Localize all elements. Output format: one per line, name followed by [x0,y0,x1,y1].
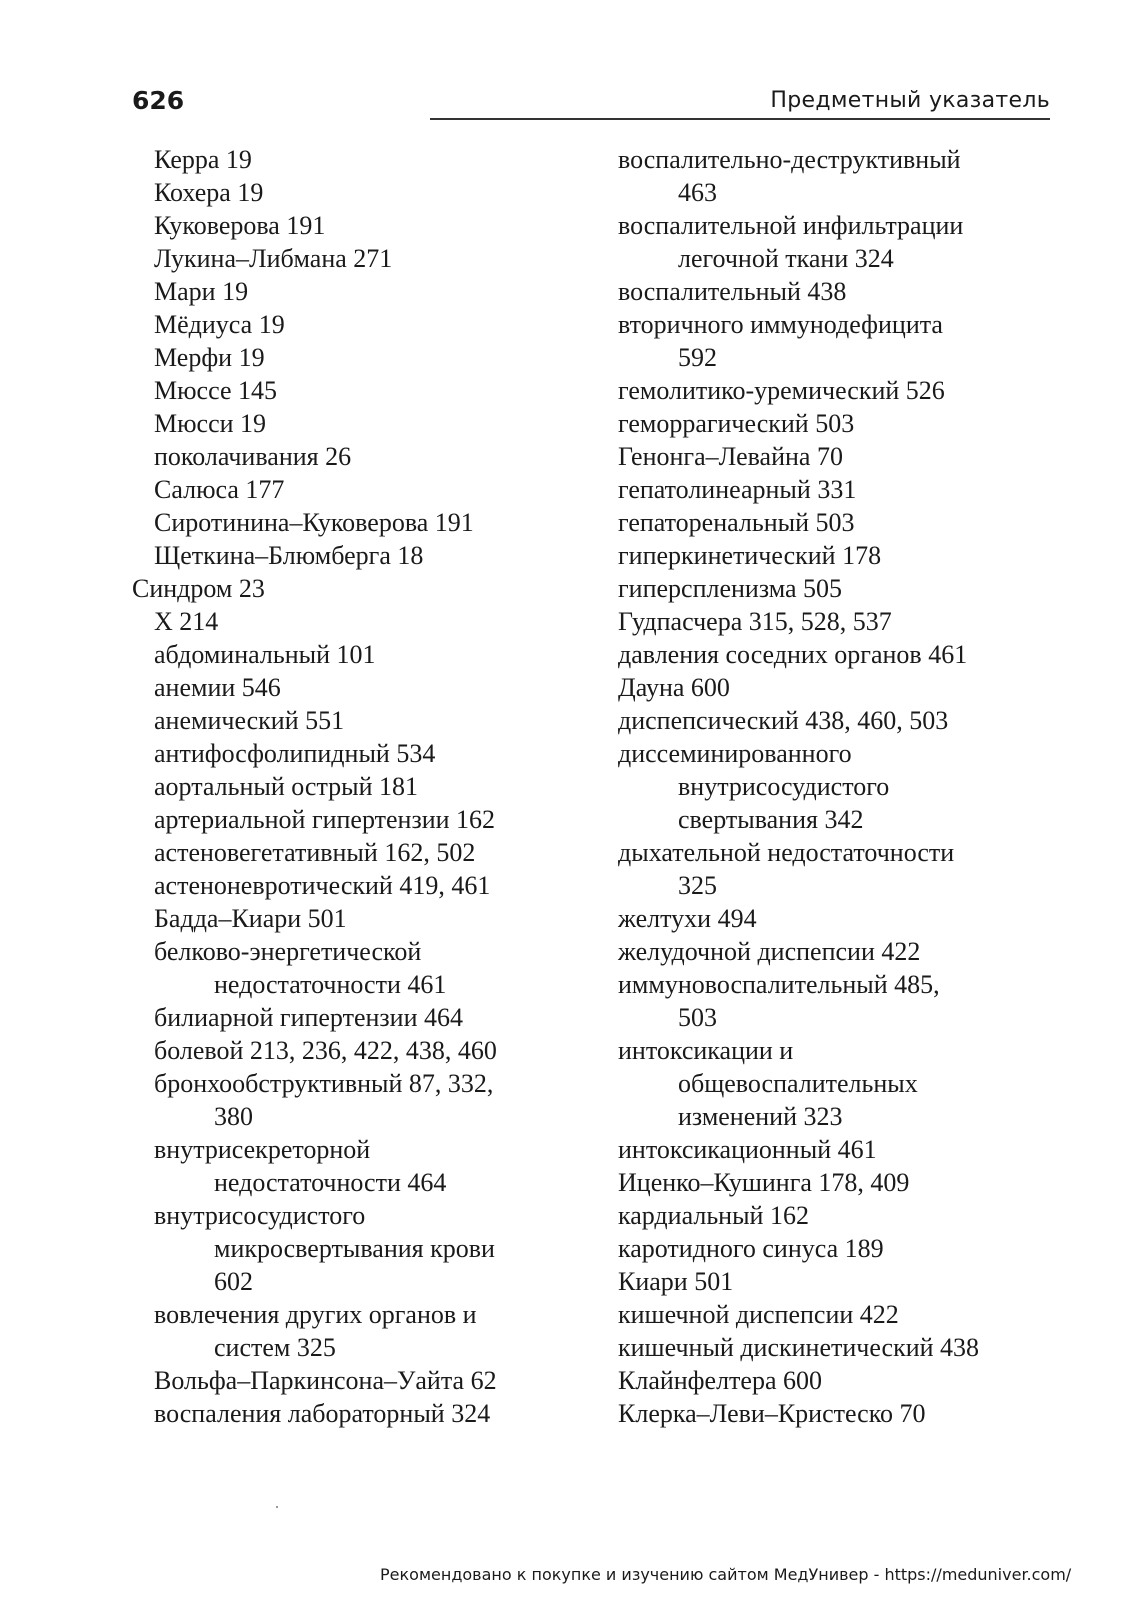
index-entry: внутрисосудистого [154,1201,366,1230]
index-entry: X 214 [154,607,219,636]
index-entry: артериальной гипертензии 162 [154,805,496,834]
index-entry: бронхообструктивный 87, 332, [154,1069,494,1098]
index-entry: Иценко–Кушинга 178, 409 [618,1168,910,1197]
index-entry: воспалительно-деструктивный [618,145,961,174]
index-entry: антифосфолипидный 534 [154,739,436,768]
index-entry: 463 [678,178,717,207]
index-entry: каротидного синуса 189 [618,1234,884,1263]
index-entry: Лукина–Либмана 271 [154,244,393,273]
index-entry: свертывания 342 [678,805,864,834]
header-rule [430,118,1050,120]
index-entry: Клайнфелтера 600 [618,1366,822,1395]
index-entry: Щеткина–Блюмберга 18 [154,541,424,570]
index-entry: кардиальный 162 [618,1201,809,1230]
index-entry: кишечный дискинетический 438 [618,1333,980,1362]
page-number: 626 [132,86,185,115]
index-entry: недостаточности 464 [214,1168,447,1197]
index-entry: желтухи 494 [618,904,757,933]
index-entry: билиарной гипертензии 464 [154,1003,464,1032]
index-entry: Вольфа–Паркинсона–Уайта 62 [154,1366,497,1395]
index-entry: Мюссе 145 [154,376,277,405]
index-entry: диссеминированного [618,739,852,768]
index-entry: Мёдиуса 19 [154,310,285,339]
running-title: Предметный указатель [770,88,1050,113]
index-entry: интоксикационный 461 [618,1135,877,1164]
index-entry: недостаточности 461 [214,970,447,999]
index-entry: дыхательной недостаточности [618,838,955,867]
index-entry: 602 [214,1267,253,1296]
index-entry: систем 325 [214,1333,336,1362]
index-entry: гиперкинетический 178 [618,541,882,570]
index-entry: общевоспалительных [678,1069,918,1098]
index-entry: Мерфи 19 [154,343,265,372]
index-entry: Бадда–Киари 501 [154,904,347,933]
index-entry: вторичного иммунодефицита [618,310,943,339]
index-entry: Гудпасчера 315, 528, 537 [618,607,892,636]
index-entry: изменений 323 [678,1102,843,1131]
index-entry: гепаторенальный 503 [618,508,855,537]
index-entry: абдоминальный 101 [154,640,376,669]
index-entry: 503 [678,1003,717,1032]
index-entry: Мюсси 19 [154,409,267,438]
index-entry: микросвертывания крови [214,1234,495,1263]
index-entry: воспалительной инфильтрации [618,211,964,240]
index-entry: Сиротинина–Куковерова 191 [154,508,474,537]
index-entry: Дауна 600 [618,673,730,702]
index-entry: воспаления лабораторный 324 [154,1399,491,1428]
index-entry: Мари 19 [154,277,249,306]
index-entry: Синдром 23 [132,574,265,603]
index-entry: внутрисекреторной [154,1135,371,1164]
index-column-left [132,143,582,1430]
index-entry: внутрисосудистого [678,772,890,801]
index-entry: гиперспленизма 505 [618,574,843,603]
index-entry: Генонга–Левайна 70 [618,442,843,471]
index-entry: белково-энергетической [154,937,422,966]
scan-speck [276,1506,278,1508]
index-entry: геморрагический 503 [618,409,855,438]
index-entry: болевой 213, 236, 422, 438, 460 [154,1036,497,1065]
index-entry: гемолитико-уремический 526 [618,376,945,405]
index-entry: давления соседних органов 461 [618,640,968,669]
footer-link[interactable]: Рекомендовано к покупке и изучению сайтом МедУнивер - https://meduniver.com/ [380,1565,1072,1584]
index-entry: интоксикации и [618,1036,794,1065]
index-entry: гепатолинеарный 331 [618,475,857,504]
index-entry: кишечной диспепсии 422 [618,1300,899,1329]
index-entry: Киари 501 [618,1267,734,1296]
index-entry: астеновегетативный 162, 502 [154,838,476,867]
index-entry: аортальный острый 181 [154,772,419,801]
index-entry: 325 [678,871,717,900]
index-entry: диспепсический 438, 460, 503 [618,706,949,735]
index-entry: анемический 551 [154,706,345,735]
index-entry: поколачивания 26 [154,442,352,471]
index-entry: желудочной диспепсии 422 [618,937,921,966]
index-entry: Клерка–Леви–Кристеско 70 [618,1399,926,1428]
index-column-right [618,143,1088,1430]
index-entry: вовлечения других органов и [154,1300,477,1329]
index-entry: Куковерова 191 [154,211,326,240]
index-entry: легочной ткани 324 [678,244,894,273]
index-entry: астеноневротический 419, 461 [154,871,491,900]
index-entry: Салюса 177 [154,475,285,504]
index-entry: Керра 19 [154,145,252,174]
index-entry: анемии 546 [154,673,281,702]
index-entry: 380 [214,1102,253,1131]
index-entry: воспалительный 438 [618,277,847,306]
index-entry: 592 [678,343,717,372]
index-entry: Кохера 19 [154,178,264,207]
index-entry: иммуновоспалительный 485, [618,970,940,999]
